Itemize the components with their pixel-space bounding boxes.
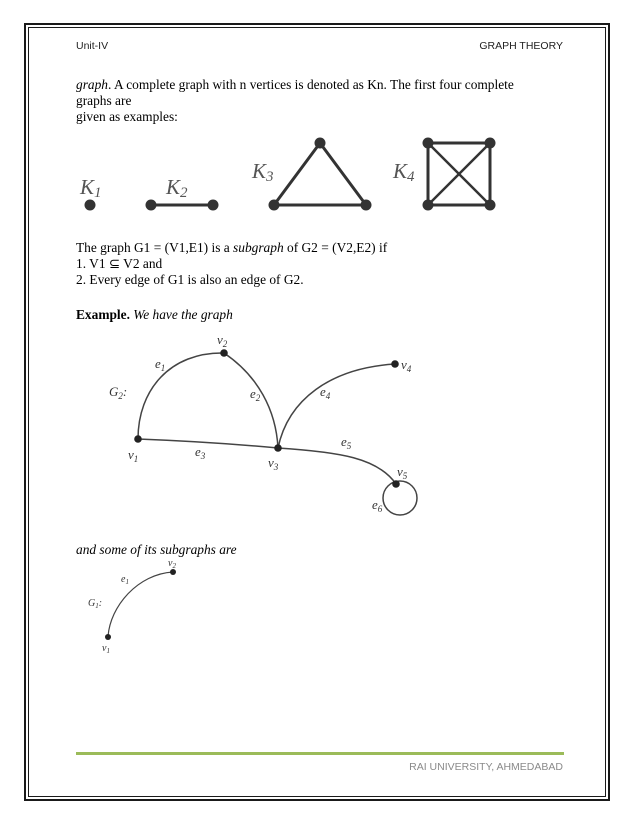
- g2-edge-e6-loop: [383, 481, 417, 515]
- k3-vertex-right: [361, 200, 372, 211]
- g2-label-v3: $v_3$: [268, 455, 279, 472]
- g1-name-label: $G_1$:: [88, 598, 103, 610]
- subgraph-term: subgraph: [233, 240, 284, 255]
- intro-graph-word: graph: [76, 77, 108, 92]
- header-topic: GRAPH THEORY: [479, 40, 563, 52]
- g2-label-v4: $v_4$: [401, 357, 412, 374]
- k2-label: K2: [166, 175, 188, 201]
- g1-vertex-v1: [105, 634, 111, 640]
- k4-vertex-bl: [423, 200, 434, 211]
- g2-label-v5: $v_5$: [397, 464, 408, 481]
- g2-name-label: $G_2$:: [109, 384, 128, 401]
- g2-graph: [109, 332, 417, 515]
- g2-label-e5: $e_5$: [341, 434, 352, 451]
- g1-label-v2: $v_2$: [168, 558, 176, 570]
- k4-vertex-tl: [423, 138, 434, 149]
- definition-line-3: 2. Every edge of G1 is also an edge of G2.: [76, 272, 304, 287]
- intro-line-1-rest: . A complete graph with n vertices is denoted as Kn. The first four complete: [108, 77, 514, 92]
- k3-label: K3: [252, 159, 274, 185]
- g2-label-e6: $e_6$: [372, 497, 383, 514]
- g2-vertex-v3: [274, 444, 282, 452]
- g2-label-v1: $v_1$: [128, 447, 139, 464]
- k1-vertex: [85, 200, 96, 211]
- example-label: Example.: [76, 307, 130, 322]
- k2-vertex-b: [208, 200, 219, 211]
- g2-label-e3: $e_3$: [195, 444, 206, 461]
- definition-line-1-pre: The graph G1 = (V1,E1) is a: [76, 240, 234, 255]
- k4-figure: [392, 138, 496, 211]
- k4-label: K4: [393, 159, 415, 185]
- g1-label-e1: $e_1$: [121, 574, 129, 586]
- example-line: [76, 307, 233, 323]
- example-text: We have the graph: [129, 307, 233, 322]
- k3-vertex-top: [315, 138, 326, 149]
- k4-vertex-br: [485, 200, 496, 211]
- g2-edge-e3: [138, 439, 278, 448]
- g2-edge-e1: [138, 353, 224, 439]
- g2-label-e4: $e_4$: [320, 384, 331, 401]
- footer-university: RAI UNIVERSITY, AHMEDABAD: [409, 761, 563, 773]
- g1-graph: [88, 558, 176, 655]
- g2-label-e2: $e_2$: [250, 386, 261, 403]
- footer-rule: [76, 752, 564, 755]
- k3-vertex-left: [269, 200, 280, 211]
- g2-edge-e5: [278, 448, 396, 484]
- g2-vertex-v2: [220, 349, 228, 357]
- header-unit: Unit-IV: [76, 40, 109, 52]
- k2-vertex-a: [146, 200, 157, 211]
- g2-vertex-v4: [391, 360, 399, 368]
- definition-line-1-post: of G2 = (V2,E2) if: [283, 240, 388, 255]
- g1-label-v1: $v_1$: [102, 643, 110, 655]
- k3-figure: [251, 138, 372, 211]
- g2-edge-e4: [278, 364, 395, 448]
- subgraphs-caption: and some of its subgraphs are: [76, 542, 237, 557]
- g2-vertex-v5: [392, 480, 400, 488]
- definition-line-2: 1. V1 ⊆ V2 and: [76, 256, 163, 271]
- g2-label-v2: $v_2$: [217, 332, 228, 349]
- k2-figure: [146, 175, 219, 211]
- k1-label: K1: [80, 175, 102, 201]
- intro-line-3: given as examples:: [76, 109, 178, 124]
- g2-vertex-v1: [134, 435, 142, 443]
- intro-line-2: graphs are: [76, 93, 132, 108]
- definition-line-1: [76, 240, 387, 256]
- k3-edges: [274, 143, 366, 205]
- g1-edge-e1: [108, 572, 173, 637]
- k1-figure: [79, 175, 102, 211]
- g2-label-e1: $e_1$: [155, 356, 166, 373]
- k4-vertex-tr: [485, 138, 496, 149]
